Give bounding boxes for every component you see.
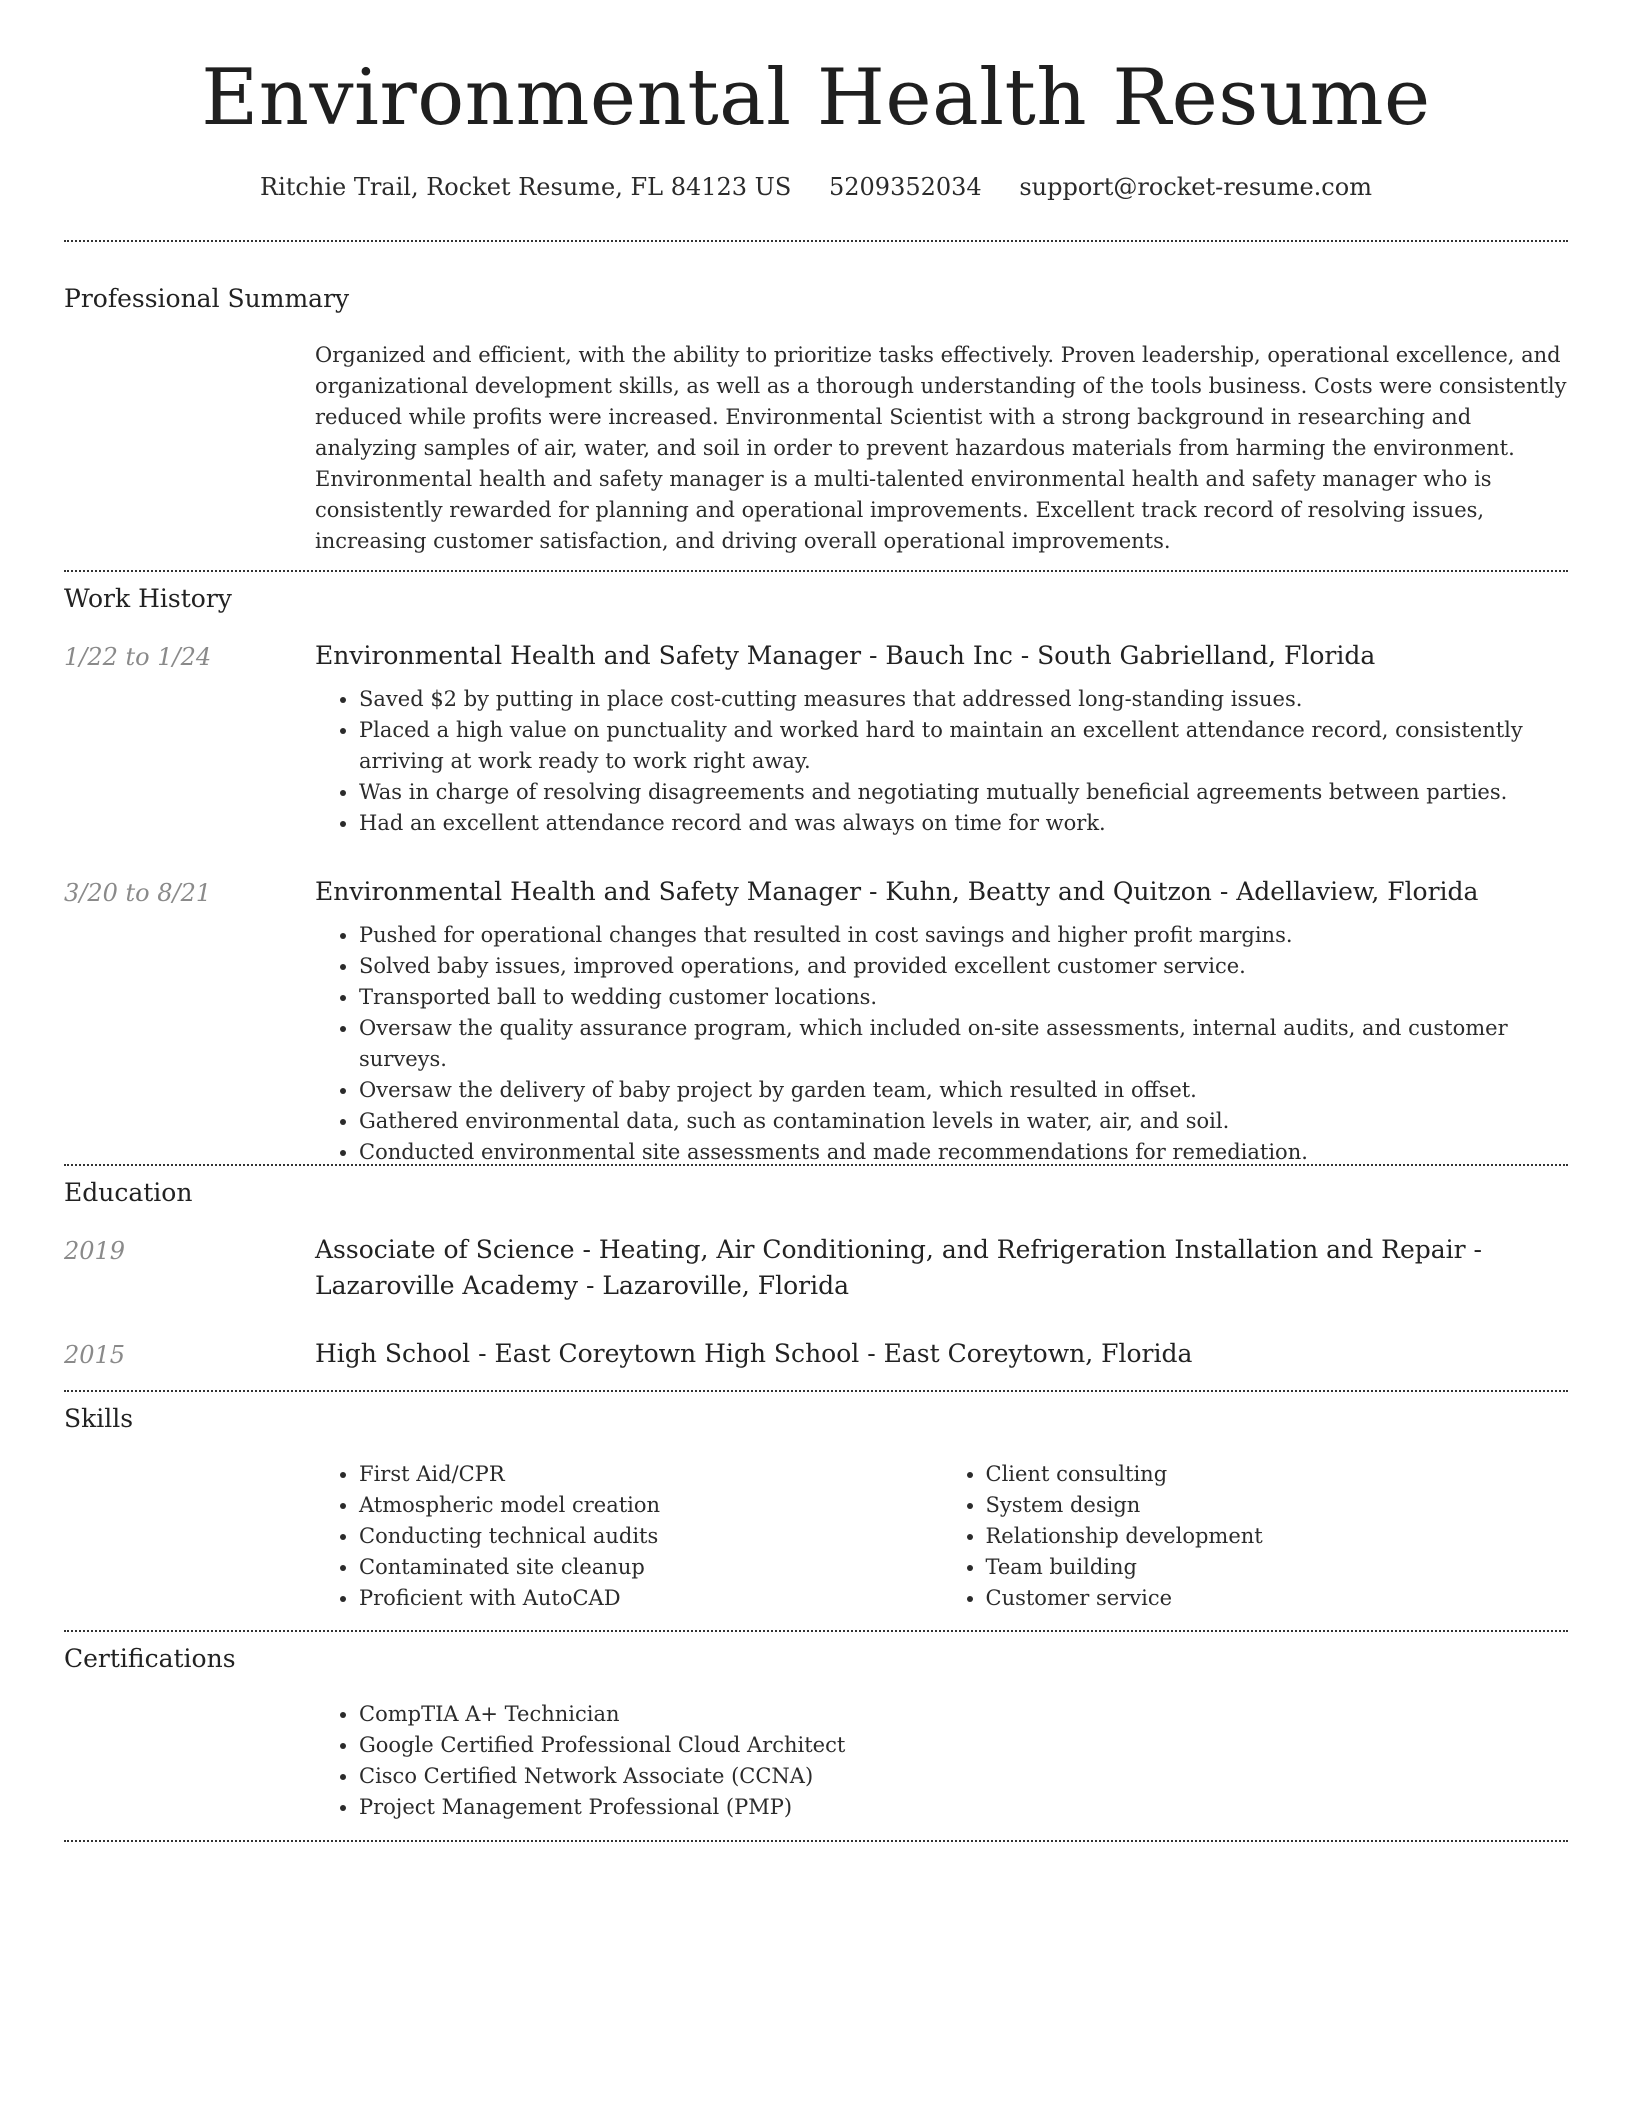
list-item: • Relationship development	[986, 1521, 1569, 1552]
contact-line	[64, 170, 1568, 204]
education-entry: Associate of Science - Heating, Air Conditioning, and Refrigeration Installation and Repair - Lazaroville Academy - Lazaroville, Florida	[315, 1235, 1483, 1300]
list-item: • Atmospheric model creation	[359, 1490, 942, 1521]
job-entry	[315, 638, 1568, 839]
list-item: • Had an excellent attendance record and was always on time for work.	[359, 808, 1568, 839]
skills-list	[315, 1459, 1568, 1614]
list-item: • System design	[986, 1490, 1569, 1521]
list-item: • Cisco Certified Network Associate (CCNA)	[359, 1761, 1568, 1792]
education-entry: High School - East Coreytown High School - East Coreytown, Florida	[315, 1339, 1193, 1368]
job-bullets	[315, 684, 1568, 839]
list-item: • Conducted environmental site assessments and made recommendations for remediation.	[359, 1137, 1568, 1168]
section-divider	[64, 1164, 1568, 1166]
list-item: • Placed a high value on punctuality and worked hard to maintain an excellent attendance record, consistently arriving at work ready to work right away.	[359, 715, 1568, 777]
section-divider	[64, 240, 1568, 242]
list-item: • Oversaw the delivery of baby project by garden team, which resulted in offset.	[359, 1075, 1568, 1106]
list-item: • Solved baby issues, improved operations, and provided excellent customer service.	[359, 951, 1568, 982]
list-item: • Contaminated site cleanup	[359, 1552, 942, 1583]
list-item: • Client consulting	[986, 1459, 1569, 1490]
work-heading: Work History	[64, 584, 232, 613]
list-item: • Conducting technical audits	[359, 1521, 942, 1552]
skills-column-right	[942, 1459, 1569, 1614]
section-divider	[64, 570, 1568, 572]
job-entry	[315, 874, 1568, 1168]
summary-heading: Professional Summary	[64, 284, 350, 313]
list-item: • Oversaw the quality assurance program, which included on-site assessments, internal audits, and customer surveys.	[359, 1013, 1568, 1075]
list-item: • Gathered environmental data, such as contamination levels in water, air, and soil.	[359, 1106, 1568, 1137]
job-title: Environmental Health and Safety Manager - Bauch Inc - South Gabrielland, Florida	[315, 641, 1376, 670]
list-item: • CompTIA A+ Technician	[359, 1699, 1568, 1730]
certifications-bullets	[315, 1699, 1568, 1823]
list-item: • Project Management Professional (PMP)	[359, 1792, 1568, 1823]
contact-email: support@rocket-resume.com	[1019, 173, 1372, 201]
skills-column-left	[315, 1459, 942, 1614]
list-item: • Google Certified Professional Cloud Architect	[359, 1730, 1568, 1761]
list-item: • Was in charge of resolving disagreements and negotiating mutually beneficial agreements between parties.	[359, 777, 1568, 808]
list-item: • First Aid/CPR	[359, 1459, 942, 1490]
summary-text: Organized and efficient, with the ability to prioritize tasks effectively. Proven leadership, operational excellence, and organizational development skills, as well as a thorough understanding of the tools business. Costs were consistently reduced while profits were increased. Environmental Scientist with a strong background in researching and analyzing samples of air, water, and soil in order to prevent hazardous materials from harming the environment. Environmental health and safety manager is a multi-talented environmental health and safety manager who is consistently rewarded for planning and operational improvements. Excellent track record of resolving issues, increasing customer satisfaction, and driving overall operational improvements.	[315, 343, 1567, 553]
contact-address: Ritchie Trail, Rocket Resume, FL 84123 US	[260, 173, 792, 201]
education-year: 2015	[64, 1341, 126, 1369]
list-item: • Customer service	[986, 1583, 1569, 1614]
job-dates: 1/22 to 1/24	[64, 643, 212, 671]
education-heading: Education	[64, 1178, 193, 1207]
job-bullets	[315, 920, 1568, 1168]
list-item: • Proficient with AutoCAD	[359, 1583, 942, 1614]
resume-title: Environmental Health Resume	[201, 53, 1431, 143]
list-item: • Pushed for operational changes that resulted in cost savings and higher profit margins.	[359, 920, 1568, 951]
job-title: Environmental Health and Safety Manager - Kuhn, Beatty and Quitzon - Adellaview, Florida	[315, 877, 1479, 906]
contact-phone: 5209352034	[828, 173, 982, 201]
section-divider	[64, 1390, 1568, 1392]
list-item: • Team building	[986, 1552, 1569, 1583]
section-divider	[64, 1630, 1568, 1632]
list-item: • Transported ball to wedding customer locations.	[359, 982, 1568, 1013]
section-divider	[64, 1840, 1568, 1842]
skills-heading: Skills	[64, 1404, 134, 1433]
certifications-list	[315, 1699, 1568, 1823]
job-dates: 3/20 to 8/21	[64, 879, 212, 907]
education-year: 2019	[64, 1237, 126, 1265]
list-item: • Saved $2 by putting in place cost-cutting measures that addressed long-standing issues.	[359, 684, 1568, 715]
certifications-heading: Certifications	[64, 1644, 236, 1673]
